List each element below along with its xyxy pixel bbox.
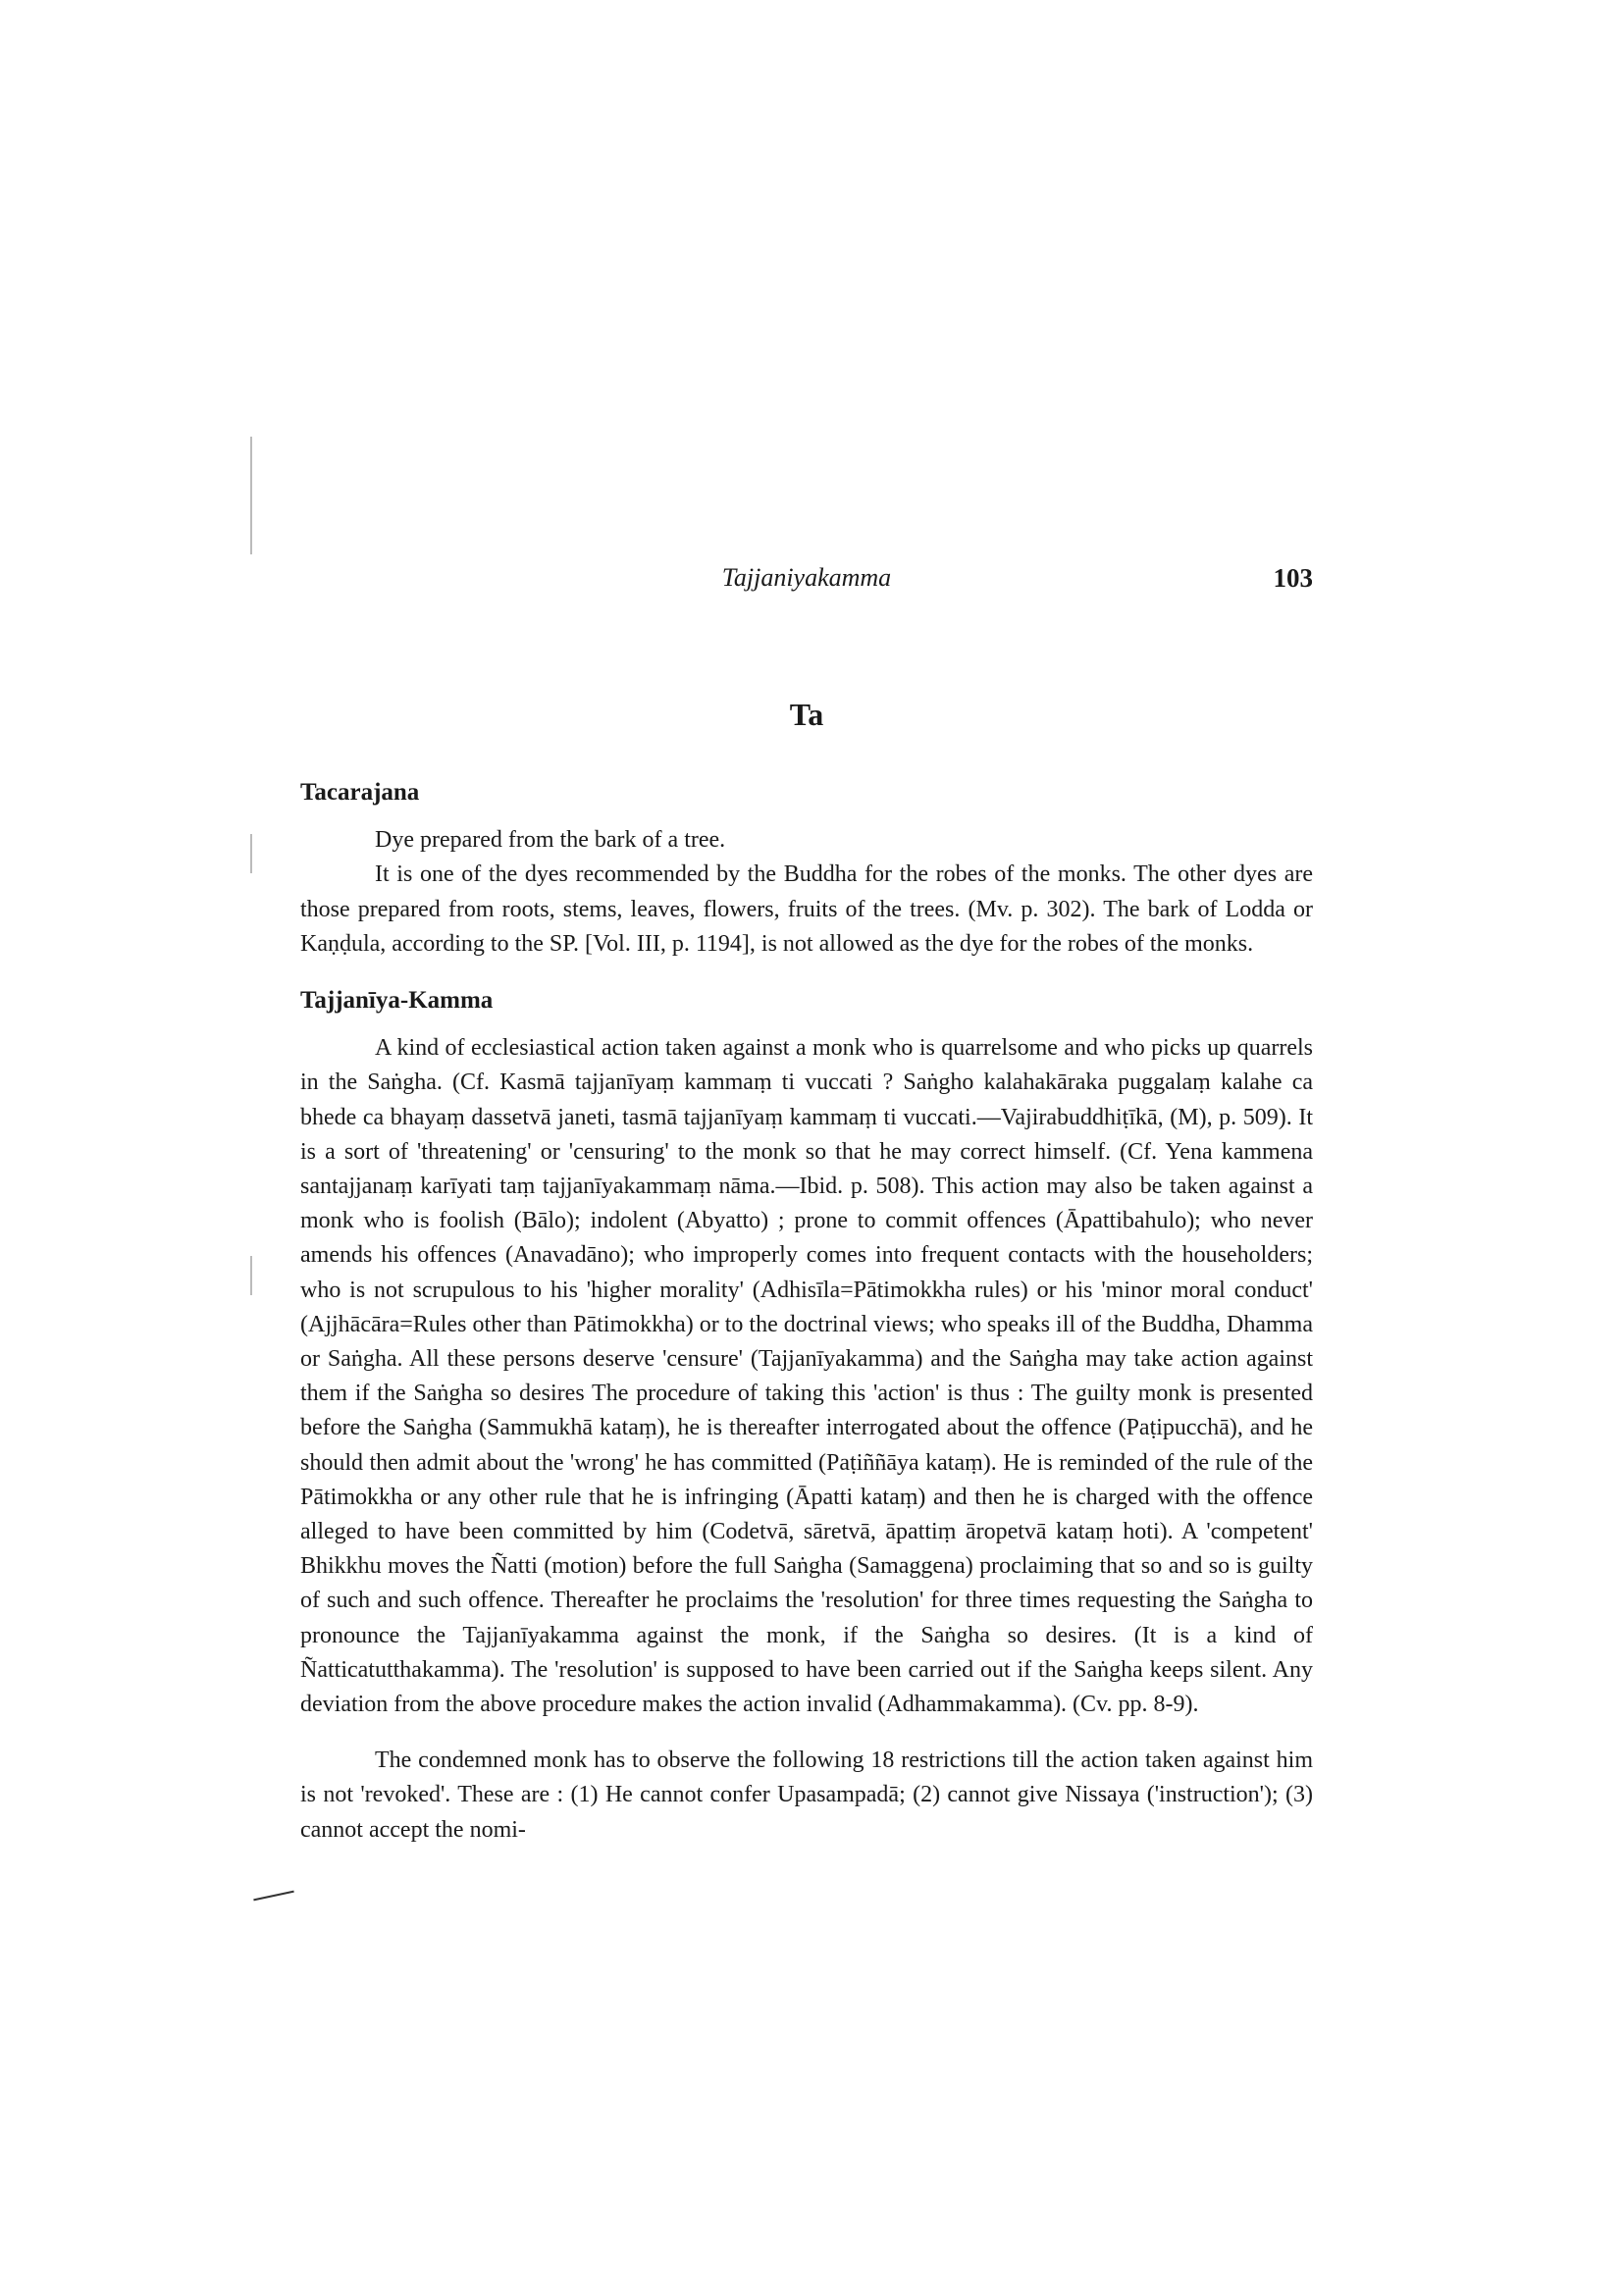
margin-pencil-mark [253,1891,293,1902]
entry-paragraph: A kind of ecclesiastical action taken against a monk who is quarrelsome and who picks up quarrels in the Saṅgha. (Cf. Kasmā tajjanīyaṃ kammaṃ ti vuccati ? Saṅgho kalahakāraka puggalaṃ kalahe ca bhede ca bhayaṃ dassetvā janeti, tasmā tajjanīyaṃ kammaṃ ti vuccati.—Vajirabuddhiṭīkā, (M), p. 509). It is a sort of 'threatening' or 'censuring' to the monk so that he may correct himself. (Cf. Yena kammena santajjanaṃ karīyati taṃ tajjanīyakammaṃ nāma.—Ibid. p. 508). This action may also be taken against a monk who is foolish (Bālo); indolent (Abyatto) ; prone to commit offences (Āpattibahulo); who never amends his offences (Anavadāno); who improperly comes into frequent contacts with the householders; who is not scrupulous to his 'higher morality' (Adhisīla=Pātimokkha rules) or his 'minor moral conduct' (Ajjhācāra=Rules other than Pātimokkha) or to the doctrinal views; who speaks ill of the Buddha, Dhamma or Saṅgha. All these persons deserve 'censure' (Tajjanīyakamma) and the Saṅgha may take action against them if the Saṅgha so desires The procedure of taking this 'action' is thus : The guilty monk is presented before the Saṅgha (Sammukhā kataṃ), he is thereafter interrogated about the offence (Paṭipucchā), and he should then admit about the 'wrong' he has committed (Paṭiññāya kataṃ). He is reminded of the rule of the Pātimokkha or any other rule that he is infringing (Āpatti kataṃ) and then he is charged with the offence alleged to have been committed by him (Codetvā, sāretvā, āpattiṃ āropetvā kataṃ hoti). A 'competent' Bhikkhu moves the Ñatti (motion) before the full Saṅgha (Samaggena) proclaiming that so and so is guilty of such and such offence. Thereafter he proclaims the 'resolution' for three times requesting the Saṅgha to pronounce the Tajjanīyakamma against the monk, if the Saṅgha so desires. (It is a kind of Ñatticatutthakamma). The 'resolution' is supposed to have been carried out if the Saṅgha keeps silent. Any deviation from the above procedure makes the action invalid (Adhammakamma). (Cv. pp. 8-9). [300,1035,1313,1718]
running-title: Tajjaniyakamma [721,563,892,592]
dictionary-entry [300,775,1313,962]
running-header [300,563,1313,602]
dictionary-entry [300,983,1313,1848]
margin-rule [250,437,252,554]
entry-paragraph: The condemned monk has to observe the following 18 restrictions till the action taken against him is not 'revoked'. These are : (1) He cannot confer Upasampadā; (2) cannot give Nissaya ('instruction'); (3) cannot accept the nomi- [300,1748,1313,1843]
margin-rule [250,1256,252,1295]
margin-rule [250,834,252,873]
dictionary-content [300,775,1313,1869]
section-letter-heading: Ta [789,697,824,732]
entry-paragraph: It is one of the dyes recommended by the Buddha for the robes of the monks. The other dyes are those prepared from roots, stems, leaves, flowers, fruits of the trees. (Mv. p. 302). The bark of Lodda or Kaṇḍula, according to the SP. [Vol. III, p. 1194], is not allowed as the dye for the robes of the monks. [300,861,1313,957]
entry-paragraph: Dye prepared from the bark of a tree. [375,827,726,854]
page-number: 103 [1273,563,1313,593]
entry-headword: Tajjanīya-Kamma [300,987,494,1015]
entry-headword: Tacarajana [300,779,420,806]
